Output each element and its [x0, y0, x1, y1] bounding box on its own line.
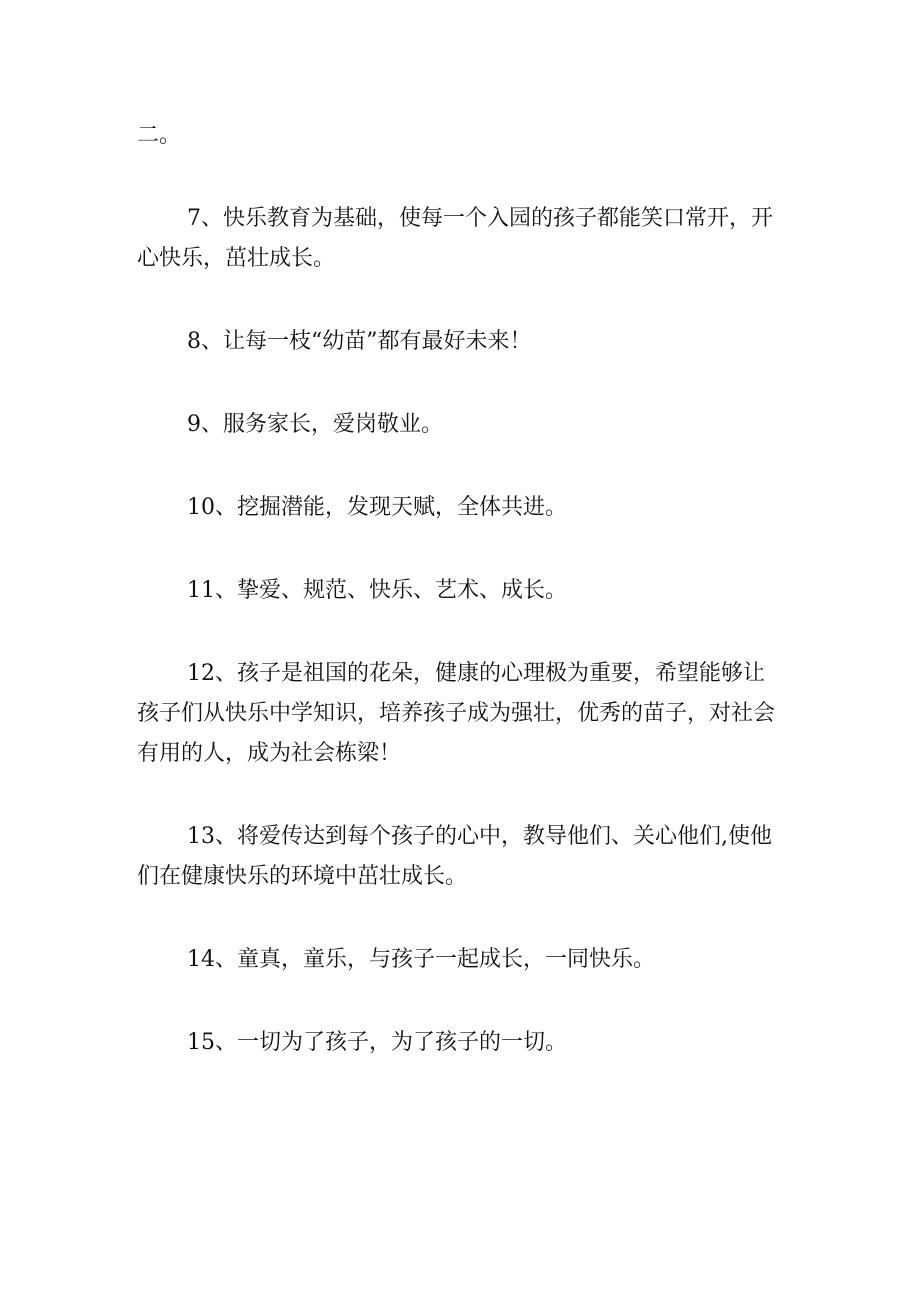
- paragraph-item-14: 14、童真，童乐，与孩子一起成长，一同快乐。: [187, 947, 655, 972]
- paragraph-item-10: 10、挖掘潜能，发现天赋，全体共进。: [187, 495, 567, 520]
- paragraph-item-13: 13、将爱传达到每个孩子的心中，教导他们、关心他们,使他们在健康快乐的环境中茁壮成长。: [137, 824, 772, 889]
- paragraph-item-11: 11、挚爱、规范、快乐、艺术、成长。: [187, 578, 567, 603]
- paragraph-item-12: 12、孩子是祖国的花朵，健康的心理极为重要，希望能够让孩子们从快乐中学知识，培养孩子成为强壮，优秀的苗子，对社会有用的人，成为社会栋梁！: [137, 661, 776, 766]
- paragraph-item-8: 8、让每一枝“幼苗”都有最好未来！: [187, 329, 532, 354]
- paragraph-item-9: 9、服务家长，爱岗敬业。: [187, 412, 443, 437]
- paragraph-item-7: 7、快乐教育为基础，使每一个入园的孩子都能笑口常开，开心快乐，茁壮成长。: [137, 206, 773, 271]
- paragraph-continuation: 二。: [137, 123, 182, 148]
- paragraph-item-15: 15、一切为了孩子，为了孩子的一切。: [187, 1030, 567, 1055]
